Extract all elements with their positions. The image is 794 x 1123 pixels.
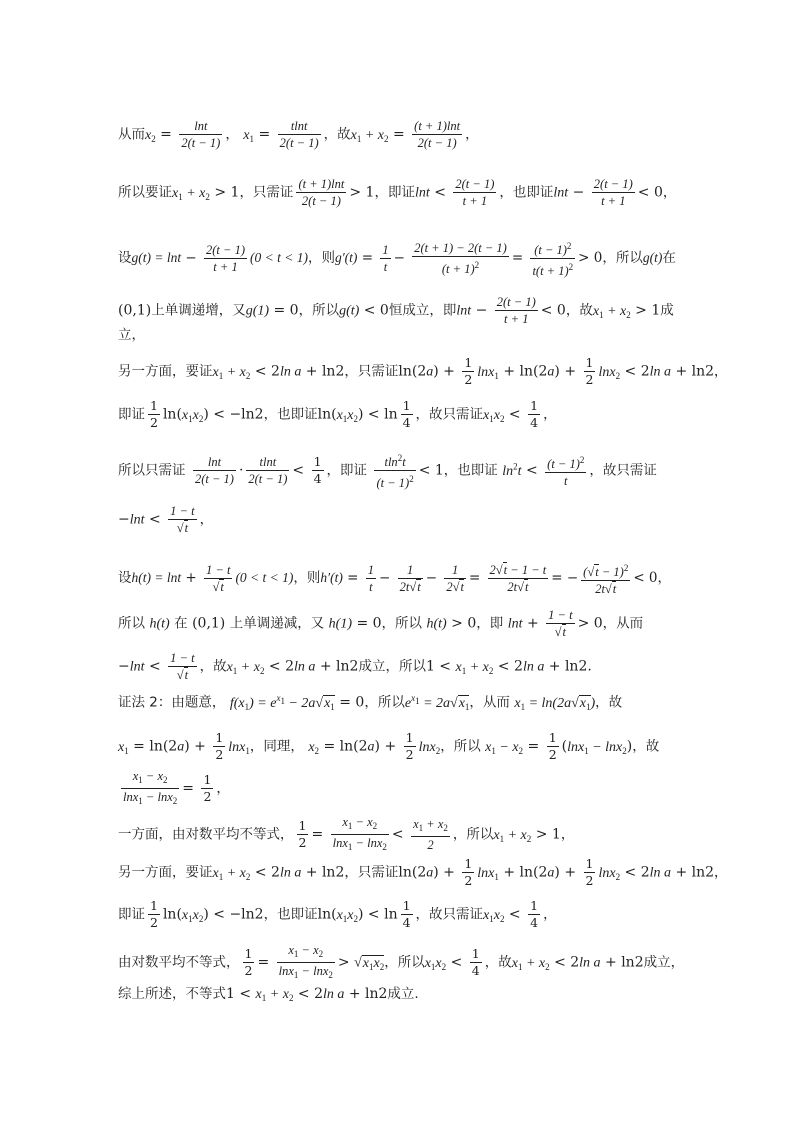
proof-line: 所以要证$x_1 + x_2 > 1$，只需证 $\frac{(t + 1)\ln t}{2(t - 1)}$ > 1，即证lnt < $\frac{2(t - 1)}{t + 1}$ ，也即证lnt − $\frac{2(t - 1)}{t + 1}$ < 0， (118, 177, 677, 208)
proof-line: −lnt < $\frac{1 - t}{√t}$ ， (118, 504, 214, 535)
proof-line: 设h(t) = lnt + $\frac{1 - t}{√t}$ (0 < t < 1)，则h′(t) = $\frac{1}{t}$ − $\frac{1}{2t√t}$ − $\frac{1}{2√t}$ = $\frac{2√t - 1 - t}{2t√t}$ = − $\frac{(√t - 1)^2}{2t√t}$ < 0， (118, 560, 678, 597)
proof-line: $\frac{x_1 - x_2}{\ln x_1 - \ln x_2}$ = $\frac{1}{2}$ ， (123, 769, 230, 806)
proof-line: 所以 h(t) 在 (0,1) 上单调递减，又 h(1) = 0，所以 h(t) > 0，即 lnt + $\frac{1 - t}{√t}$ > 0，从而 (118, 608, 644, 639)
proof-line: −lnt < $\frac{1 - t}{√t}$ ，故$x_1 + x_2 < 2\ln$ a + ln2成立，所以$1 < x_1 + x_2 < 2\ln$ a + ln2. (118, 651, 592, 682)
proof-line: 综上所述，不等式$1 < x_1 + x_2 < 2\ln$ a + ln2成立. (118, 986, 419, 1003)
proof-line: 设g(t) = lnt − $\frac{2(t - 1)}{t + 1}$ (0 < t < 1)，则g′(t) = $\frac{1}{t}$ − $\frac{2(t + 1) - 2(t - 1)}{(t + 1)^2}$ = $\frac{(t - 1)^2}{t(t + 1)^2}$ > 0，所以g(t)在 (118, 238, 678, 279)
proof-line: 另一方面，要证$x_1 + x_2 < 2\ln$ a + ln2，只需证ln(2a) + $\frac{1}{2}$ lnx$_1$ + ln(2a) + $\frac{1}{2}$ lnx$_2$ < 2ln a + ln2， (118, 856, 728, 888)
proof-line: 即证 $\frac{1}{2}$ $\ln(x_1x_2) < -\ln 2$，也即证$\ln(x_1x_2) < \ln$ $\frac{1}{4}$ ，故只需证$x_1x_2$ < $\frac{1}{4}$ ， (118, 898, 557, 930)
proof-line: 另一方面，要证$x_1 + x_2 < 2\ln$ a + ln2，只需证ln(2a) + $\frac{1}{2}$ lnx$_1$ + ln(2a) + $\frac{1}{2}$ lnx$_2$ < 2ln a + ln2， (118, 355, 728, 387)
proof-line: 所以只需证 $\frac{\ln t}{2(t - 1)}$ · $\frac{tlnt}{2(t - 1)}$ < $\frac{1}{4}$ ，即证 $\frac{tln^2t}{(t - 1)^2}$ < 1，也即证 $\ln^2t$ < $\frac{(t - 1)^2}{t}$ ，故只需证 (118, 450, 678, 491)
proof-line: 立， (118, 327, 145, 343)
proof-line: 即证 $\frac{1}{2}$ $\ln(x_1x_2) < -\ln 2$，也即证$\ln(x_1x_2) < \ln$ $\frac{1}{4}$ ，故只需证$x_1x_2$ < $\frac{1}{4}$ ， (118, 398, 557, 430)
proof-line: (0,1)上单调递增，又g(1) = 0，所以g(t) < 0恒成立，即lnt − $\frac{2(t - 1)}{t + 1}$ < 0，故$x_1 + x_2 > 1$成 (118, 295, 674, 326)
proof-line: $x_1 = \ln(2a)$ + $\frac{1}{2}$ lnx$_1$，同理， $x_2 = \ln(2a)$ + $\frac{1}{2}$ lnx$_2$，所以 $x_1 - x_2$ = $\frac{1}{2}$ (lnx$_1$ − lnx$_2$)，故 (118, 730, 660, 762)
proof-line: 从而$x_2$ = $\frac{\ln t}{2(t - 1)}$ ， $x_1$ = $\frac{tlnt}{2(t - 1)}$ ，故$x_1 + x_2$ = $\frac{(t + 1)\ln t}{2(t - 1)}$ ， (118, 119, 479, 150)
proof-line: 证法 2：由题意， $f(x_1) = e^{x_1} - 2a√x_1 = 0$，所以$e^{x_1} = 2a√x_1$，从而 $x_1 = \ln(2a√x_1)$，故 (118, 693, 623, 712)
proof-line: 一方面，由对数平均不等式， $\frac{1}{2}$ = $\frac{x_1 - x_2}{\ln x_1 - \ln x_2}$ < $\frac{x_1 + x_2}{2}$ ，所以$x_1 + x_2 > 1$， (118, 815, 575, 852)
proof-line: 由对数平均不等式， $\frac{1}{2}$ = $\frac{x_1 - x_2}{\ln x_1 - \ln x_2}$ > $√x_1x_2$，所以$x_1x_2$ < $\frac{1}{4}$ ，故$x_1 + x_2 < 2\ln$ a + ln2成立， (118, 943, 685, 980)
